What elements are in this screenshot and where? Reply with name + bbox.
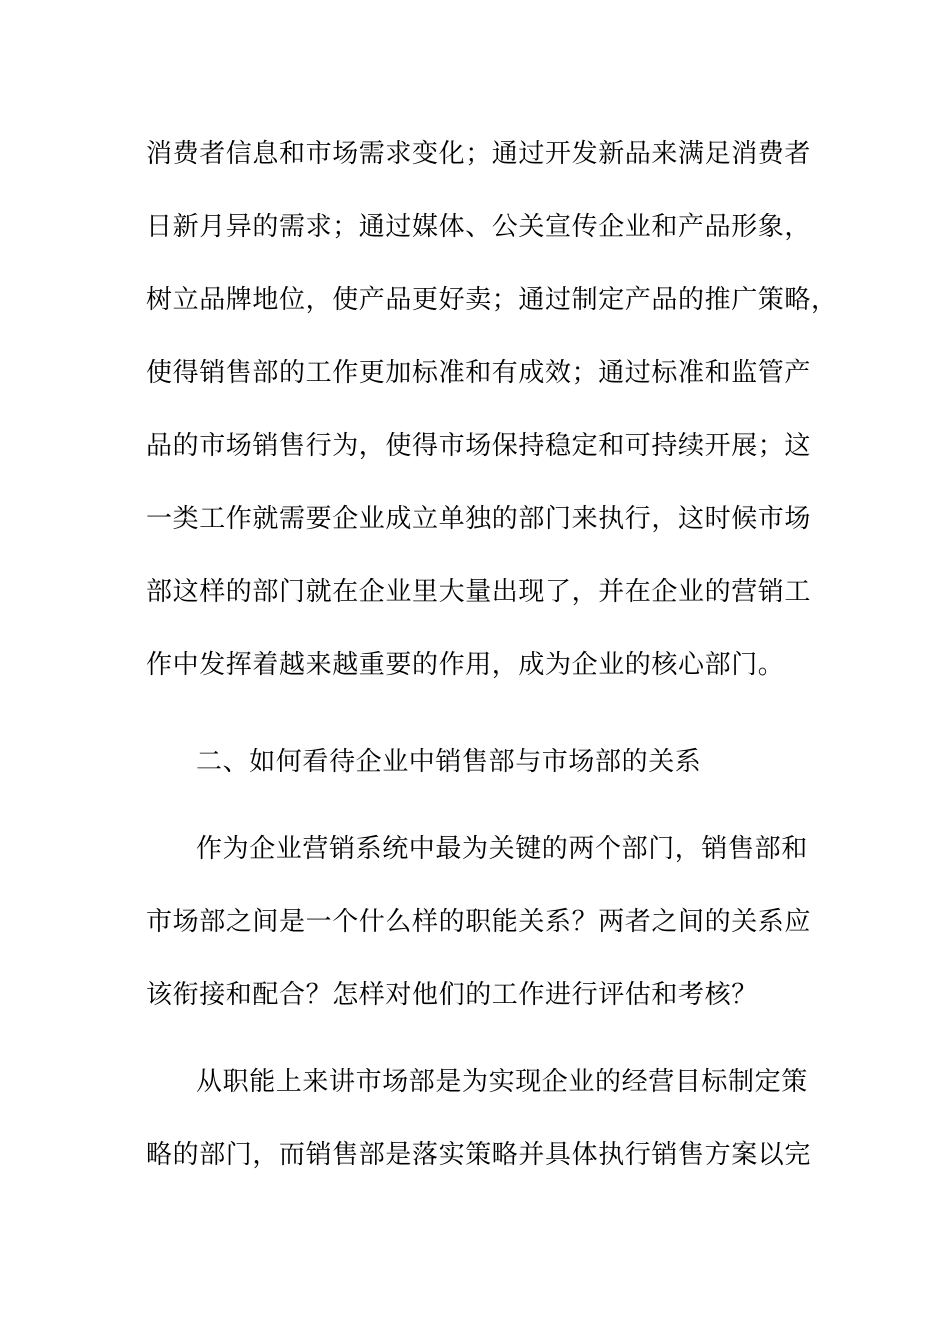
section-heading: 二、如何看待企业中销售部与市场部的关系 xyxy=(196,747,702,777)
text-line: 品的市场销售行为，使得市场保持稳定和可持续开展；这 xyxy=(146,431,812,461)
text-line: 作中发挥着越来越重要的作用，成为企业的核心部门。 xyxy=(146,650,785,680)
text-line: 树立品牌地位，使产品更好卖；通过制定产品的推广策略， xyxy=(146,285,838,315)
text-line: 日新月异的需求；通过媒体、公关宣传企业和产品形象， xyxy=(146,212,812,242)
text-line: 该衔接和配合？怎样对他们的工作进行评估和考核？ xyxy=(146,980,758,1010)
text-line: 略的部门，而销售部是落实策略并具体执行销售方案以完 xyxy=(146,1140,812,1170)
text-line: 作为企业营销系统中最为关键的两个部门，销售部和 xyxy=(196,834,808,864)
text-line: 一类工作就需要企业成立单独的部门来执行，这时候市场 xyxy=(146,504,812,534)
text-line: 消费者信息和市场需求变化；通过开发新品来满足消费者 xyxy=(146,139,812,169)
text-line: 市场部之间是一个什么样的职能关系？两者之间的关系应 xyxy=(146,907,812,937)
text-line: 使得销售部的工作更加标准和有成效；通过标准和监管产 xyxy=(146,358,812,388)
text-line: 从职能上来讲市场部是为实现企业的经营目标制定策 xyxy=(196,1067,808,1097)
text-line: 部这样的部门就在企业里大量出现了，并在企业的营销工 xyxy=(146,577,812,607)
